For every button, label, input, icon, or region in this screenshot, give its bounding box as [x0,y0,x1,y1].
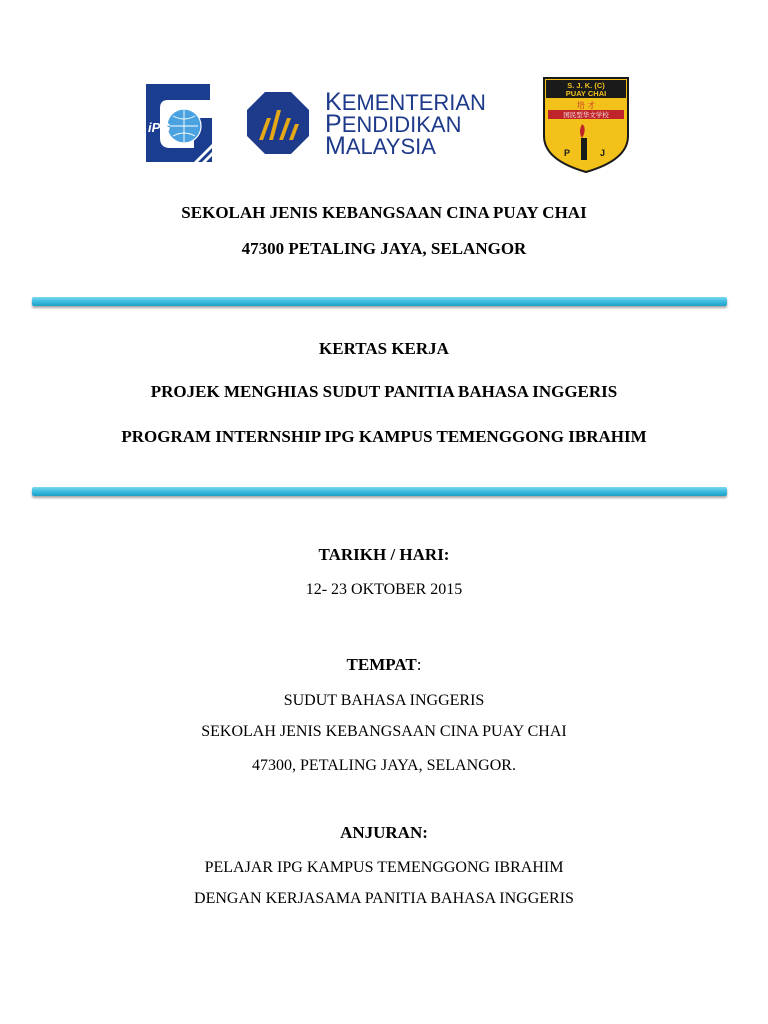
kpm-logo-icon [245,88,513,158]
svg-text:J: J [600,148,606,158]
venue-heading [0,655,768,675]
venue-line: 47300, PETALING JAYA, SELANGOR. [252,757,516,774]
doc-type: KERTAS KERJA [319,339,449,358]
divider-bottom [32,487,727,496]
svg-text:国民型华文学校: 国民型华文学校 [563,111,609,119]
svg-text:P: P [564,148,571,158]
svg-text:S. J. K. (C): S. J. K. (C) [567,81,605,90]
school-name: SEKOLAH JENIS KEBANGSAAN CINA PUAY CHAI [181,203,587,222]
ipg-logo-icon [138,78,218,168]
divider-top [32,297,727,306]
svg-text:MALAYSIA: MALAYSIA [325,132,436,158]
svg-text:KEMENTERIAN: KEMENTERIAN [325,88,486,116]
organizer-line: PELAJAR IPG KAMPUS TEMENGGONG IBRAHIM [204,859,564,876]
school-crest-icon [542,76,630,174]
date-value: 12- 23 OKTOBER 2015 [305,581,463,598]
svg-text:PUAY CHAI: PUAY CHAI [565,89,607,98]
logo-row [0,0,768,190]
program-title: PROGRAM INTERNSHIP IPG KAMPUS TEMENGGONG IBRAHIM [121,427,647,446]
svg-text:培 才: 培 才 [576,101,596,110]
venue-line: SEKOLAH JENIS KEBANGSAAN CINA PUAY CHAI [201,723,567,740]
venue-label-colon: : [416,655,422,674]
venue-line: SUDUT BAHASA INGGERIS [283,692,485,709]
svg-text:PENDIDIKAN: PENDIDIKAN [325,110,462,138]
organizer-line: DENGAN KERJASAMA PANITIA BAHASA INGGERIS [194,890,574,907]
date-label: TARIKH / HARI: [318,545,450,564]
school-address: 47300 PETALING JAYA, SELANGOR [241,239,527,258]
organizer-label: ANJURAN: [340,823,428,842]
venue-label: TEMPAT [346,655,417,674]
svg-text:iPG: iPG [148,120,171,135]
project-title: PROJEK MENGHIAS SUDUT PANITIA BAHASA INGGERIS [150,382,618,401]
